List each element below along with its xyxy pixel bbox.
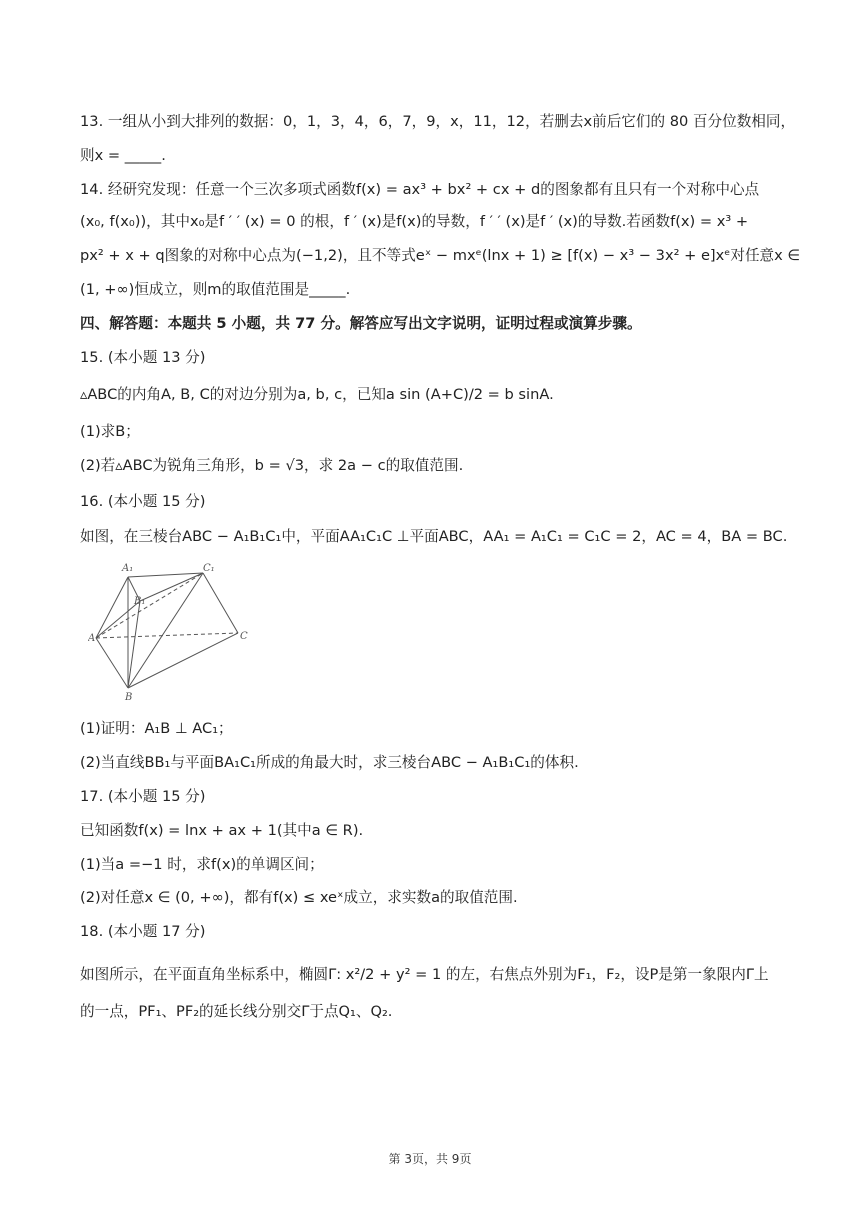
- label-a1: A₁: [122, 563, 134, 574]
- frustum-figure: [88, 560, 258, 705]
- problem-18-header: 18. (本小题 17 分): [80, 923, 206, 940]
- problem-17-statement: 已知函数f(x) = lnx + ax + 1(其中a ∈ R).: [80, 822, 364, 839]
- problem-13-line-1: 13. 一组从小到大排列的数据：0，1，3，4，6，7，9，x，11，12，若删去x前后它们的 80 百分位数相同，: [80, 113, 796, 130]
- problem-17-header: 17. (本小题 15 分): [80, 788, 206, 805]
- label-b1: B₁: [134, 596, 146, 607]
- problem-13-line-2: 则x = _____.: [80, 147, 166, 164]
- page-footer: 第 3页，共 9页: [388, 1152, 472, 1166]
- problem-14-line-3: px² + x + q图象的对称中心点为(−1,2)，且不等式eˣ − mxᵉ(lnx + 1) ≥ [f(x) − x³ − 3x² + e]xᵉ对任意x ∈: [80, 247, 801, 264]
- problem-17-part-2: (2)对任意x ∈ (0, +∞)，都有f(x) ≤ xeˣ成立，求实数a的取值范围.: [80, 889, 518, 906]
- problem-18-line-2: 的一点，PF₁、PF₂的延长线分别交Γ于点Q₁、Q₂.: [80, 1003, 393, 1020]
- label-b: B: [125, 692, 133, 703]
- label-a: A: [88, 633, 96, 644]
- problem-14-line-4: (1, +∞)恒成立，则m的取值范围是_____.: [80, 281, 351, 298]
- problem-18-line-1: 如图所示，在平面直角坐标系中，椭圆Γ: x²/2 + y² = 1 的左，右焦点外别为F₁，F₂，设P是第一象限内Γ上: [80, 966, 769, 983]
- label-c: C: [240, 631, 248, 642]
- problem-14-line-1: 14. 经研究发现：任意一个三次多项式函数f(x) = ax³ + bx² + cx + d的图象都有且只有一个对称中心点: [80, 181, 760, 198]
- problem-14-line-2: (x₀, f(x₀))，其中x₀是f ′ ′ (x) = 0 的根，f ′ (x)是f(x)的导数，f ′ ′ (x)是f ′ (x)的导数.若函数f(x) = x³ +: [80, 213, 749, 230]
- problem-15-statement: ▵ABC的内角A, B, C的对边分别为a, b, c，已知a sin (A+C)/2 = b sinA.: [80, 386, 554, 403]
- label-c1: C₁: [203, 563, 215, 574]
- problem-15-part-2: (2)若▵ABC为锐角三角形，b = √3，求 2a − c的取值范围.: [80, 457, 464, 474]
- section-heading: 四、解答题：本题共 5 小题，共 77 分。解答应写出文字说明，证明过程或演算步骤。: [80, 315, 642, 332]
- problem-16-part-1: (1)证明：A₁B ⊥ AC₁；: [80, 720, 233, 737]
- problem-15-header: 15. (本小题 13 分): [80, 349, 206, 366]
- problem-15-part-1: (1)求B；: [80, 423, 140, 440]
- problem-16-header: 16. (本小题 15 分): [80, 493, 206, 510]
- problem-16-statement: 如图，在三棱台ABC − A₁B₁C₁中，平面AA₁C₁C ⊥平面ABC，AA₁ = A₁C₁ = C₁C = 2，AC = 4，BA = BC.: [80, 528, 788, 545]
- problem-16-part-2: (2)当直线BB₁与平面BA₁C₁所成的角最大时，求三棱台ABC − A₁B₁C₁的体积.: [80, 754, 579, 771]
- problem-17-part-1: (1)当a =−1 时，求f(x)的单调区间；: [80, 856, 324, 873]
